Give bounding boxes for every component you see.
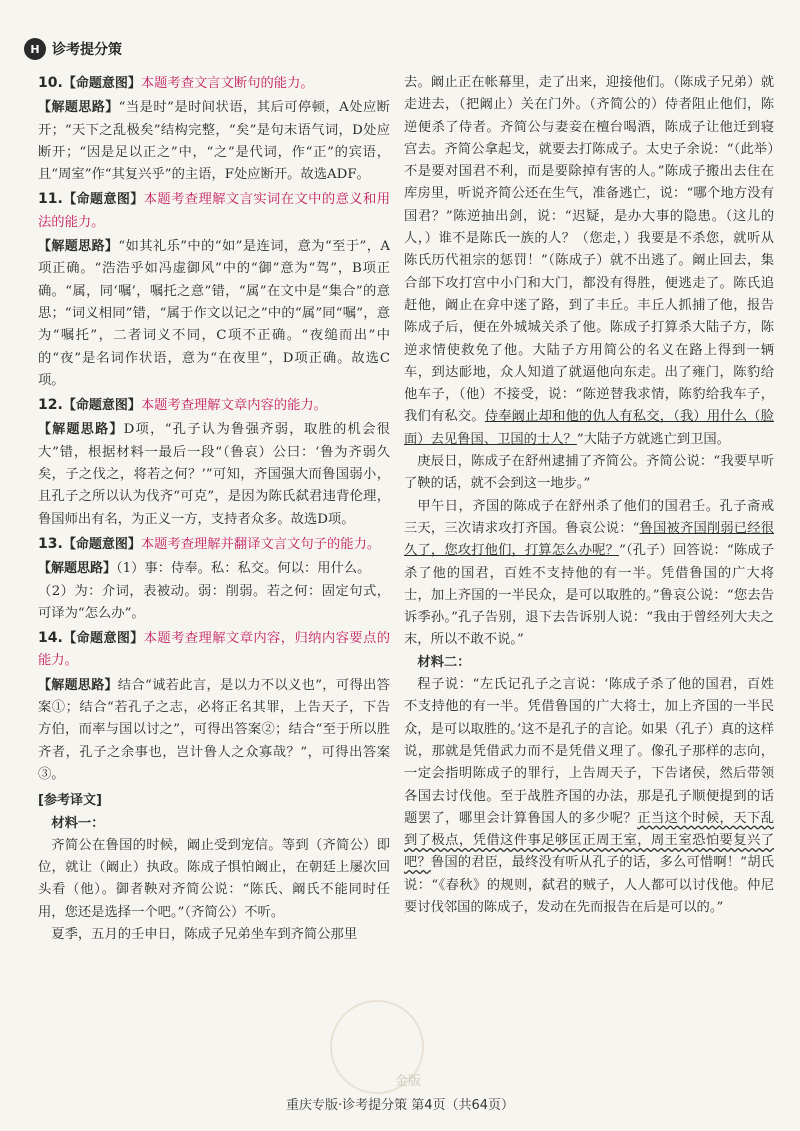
brand-logo-icon: H: [24, 38, 46, 60]
reference-translation-title: [参考译文]: [38, 793, 102, 809]
intent-text: 本题考查理解文章内容，归纳内容要点的能力。: [38, 631, 390, 669]
paragraph-text: 程子说：“左氏记孔子之言说：‘陈成子杀了他的国君，百姓不支持他的有一半。凭借鲁国的广大将士，加上齐国的一半民众，是可以取胜的。’这不是孔子的言论。如果（孔子）真的这样说，那就是凭借武力而不是凭借义理了。像孔子那样的志向，一定会指明陈成子的罪行，上告周天子，下告诸侯，然后带领各国去讨伐他。至于战胜齐国的办法，那是孔子顺便提到的话题罢了，哪里会计算鲁国人的多少呢？: [404, 677, 774, 826]
material-1-paragraph: 夏季，五月的壬申日，陈成子兄弟坐车到齐简公那里: [51, 926, 358, 942]
idea-tag: 【解题思路】: [38, 561, 117, 577]
idea-tag: 【解题思路】: [38, 422, 124, 438]
idea-tag: 【解题思路】: [38, 677, 118, 693]
translation-paragraph: 庚辰日，陈成子在舒州逮捕了齐简公。齐简公说：“我要早听了鞅的话，就不会到这一地步。”: [404, 454, 774, 492]
intent-text: 本题考查文言文断句的能力。: [140, 76, 314, 91]
brand-title: 诊考提分策: [52, 42, 122, 58]
idea-text-2: （2）为：介词，表被动。弱：削弱。若之何：固定句式，可译为“怎么办”。: [38, 583, 390, 621]
question-number: 10.: [38, 75, 63, 91]
material-1-paragraph: 齐简公在鲁国的时候，阚止受到宠信。等到（齐简公）即位，就让（阚止）执政。陈成子惧怕阚止，在朝廷上屡次回头看（他）。御者鞅对齐简公说：“陈氏、阚氏不能同时任用，您还是选择一个吧。”（齐简公）不听。: [38, 837, 390, 920]
intent-text: 本题考查理解并翻译文言文句子的能力。: [140, 536, 381, 552]
question-13: [38, 533, 390, 625]
question-12: [38, 394, 390, 531]
intent-tag: 【命题意图】: [62, 192, 144, 208]
left-column: [38, 72, 390, 946]
intent-text: 本题考查理解文言实词在文中的意义和用法的能力。: [38, 192, 390, 230]
question-number: 12.: [38, 397, 63, 414]
idea-tag: 【解题思路】: [38, 239, 119, 255]
intent-tag: 【命题意图】: [62, 631, 144, 647]
paragraph-text: ”（孔子）回答说：“陈成子杀了他的国君，百姓不支持他的有一半。凭借鲁国的广大将士，加上齐国的一半民众，是可以取胜的。”鲁哀公说：“您去告诉季孙。”孔子告别，退下去告诉别人说：“我由于曾经列大夫之末，所以不敢不说。”: [404, 543, 775, 648]
material-2-title: 材料二：: [417, 654, 471, 670]
question-14: [38, 627, 390, 786]
intent-tag: 【命题意图】: [62, 398, 141, 414]
wavy-underlined-sentence: 正当这个时候，天下乱到了极点，凭借这件事足够匡正周王室，周王室恐怕要复兴了吧？: [404, 810, 775, 871]
question-number: 14.: [38, 630, 63, 647]
material-1-title: 材料一：: [51, 815, 105, 831]
intent-tag: 【命题意图】: [62, 76, 141, 91]
idea-text: “如其礼乐”中的“如”是连词，意为“至于”，A项正确。“浩浩乎如冯虚御风”中的“御”意为“驾”，B项正确。“属，同‘嘱’，嘱托之意”错，“属”在文中是“集合”的意思；“词义相同”错，“属于作文以记之”中的“属”同“嘱”，意为“嘱托”，二者词义不同，C项不正确。“夜缒而出”中的“夜”是名词作状语，意为“在夜里”，D项正确。故选C项。: [38, 239, 390, 388]
translation-paragraph: [404, 674, 774, 919]
paragraph-text: 甲午日，齐国的陈成子在舒州杀了他们的国君壬。孔子斋戒三天，三次请求攻打齐国。鲁哀公说：“: [404, 498, 774, 536]
page-header: [24, 38, 122, 60]
question-10: [38, 72, 390, 186]
translation-paragraph: [404, 496, 774, 652]
intent-text: 本题考查理解文章内容的能力。: [140, 398, 327, 414]
paragraph-text: 去。阚止正在帐幕里，走了出来，迎接他们。（陈成子兄弟）就走进去，（把阚止）关在门外。（齐简公的）侍者阻止他们，陈逆便杀了侍者。齐简公与妻妾在檀台喝酒，陈成子让他迁到寝宫去。齐简公拿起戈，就要去打陈成子。太史子余说：“（此举）不是要对国君不利，而是要除掉有害的人。”陈成子搬出去住在库房里，听说齐简公还在生气，准备逃亡，说：“哪个地方没有国君？”陈逆抽出剑，说：“迟疑，是办大事的隐患。（这儿的人，）谁不是陈氏一族的人？（您走，）我要是不杀您，就听从陈氏历代祖宗的惩罚！”（陈成子）就不出逃了。阚止回去，集合部下攻打宫中小门和大门，都没有得胜，便逃走了。陈氏追赶他，阚止在弇中迷了路，到了丰丘。丰丘人抓捕了他，报告陈成子后，便在外城城关杀了他。陈成子打算杀大陆子方，陈逆求情使救免了他。大陆子方用简公的名义在路上得到一辆车，到达耏地，众人知道了就逼他向东走。出了雍门，陈豹给他车子，（他）不接受，说：“陈逆替我求情，陈豹给我车子，我们有私交。: [404, 75, 774, 425]
watermark-text: 金版: [395, 1074, 422, 1089]
underlined-sentence: 鲁国被齐国削弱已经很久了，您攻打他们，打算怎么办呢？: [404, 520, 774, 559]
page-footer: 重庆专版·诊考提分策 第4页（共64页）: [285, 1098, 515, 1113]
idea-text-1: （1）事：侍奉。私：私交。何以：用什么。: [116, 561, 371, 577]
paragraph-text: ”大陆子方就逃亡到卫国。: [576, 431, 730, 447]
idea-tag: 【解题思路】: [38, 100, 119, 116]
translation-paragraph: [404, 72, 774, 451]
right-column: [404, 72, 774, 919]
question-number: 13.: [38, 535, 63, 552]
idea-text: “当是时”是时间状语，其后可停顿，A处应断开；“天下之乱极矣”结构完整，“矣”是句末语气词，D处应断开；“因是足以正之”中，“之”是代词，作“正”的宾语，且“周室”作“其复兴乎”的主语，F处应断开。故选ADF。: [38, 100, 390, 183]
question-number: 11.: [38, 191, 63, 208]
idea-text: D项，“孔子认为鲁强齐弱，取胜的机会很大”错，根据材料一最后一段“（鲁哀）公曰：‘鲁为齐弱久矣，子之伐之，将若之何？’”可知，齐国强大而鲁国弱小，且孔子之所以认为伐齐“可克”，是因为陈氏弑君违背伦理，鲁国师出有名，为正义一方，支持者众多。故选D项。: [38, 422, 390, 527]
idea-text: 结合“诚若此言，是以力不以义也”，可得出答案①；结合“若孔子之志，必将正名其罪，上告天子，下告方伯，而率与国以讨之”，可得出答案②；结合“至于所以胜齐者，孔子之余事也，岂计鲁人之众寡哉？”，可得出答案③。: [38, 677, 390, 782]
intent-tag: 【命题意图】: [62, 536, 141, 552]
paragraph-text: 鲁国的君臣，最终没有听从孔子的话，多么可惜啊！”胡氏说：“《春秋》的规则，弑君的贼子，人人都可以讨伐他。仲尼要讨伐邻国的陈成子，发动在先而报告在后是可以的。”: [404, 855, 774, 915]
underlined-sentence: 侍奉阚止却和他的仇人有私交，（我）用什么（脸面）去见鲁国、卫国的士人？: [404, 409, 774, 447]
question-11: [38, 188, 390, 392]
